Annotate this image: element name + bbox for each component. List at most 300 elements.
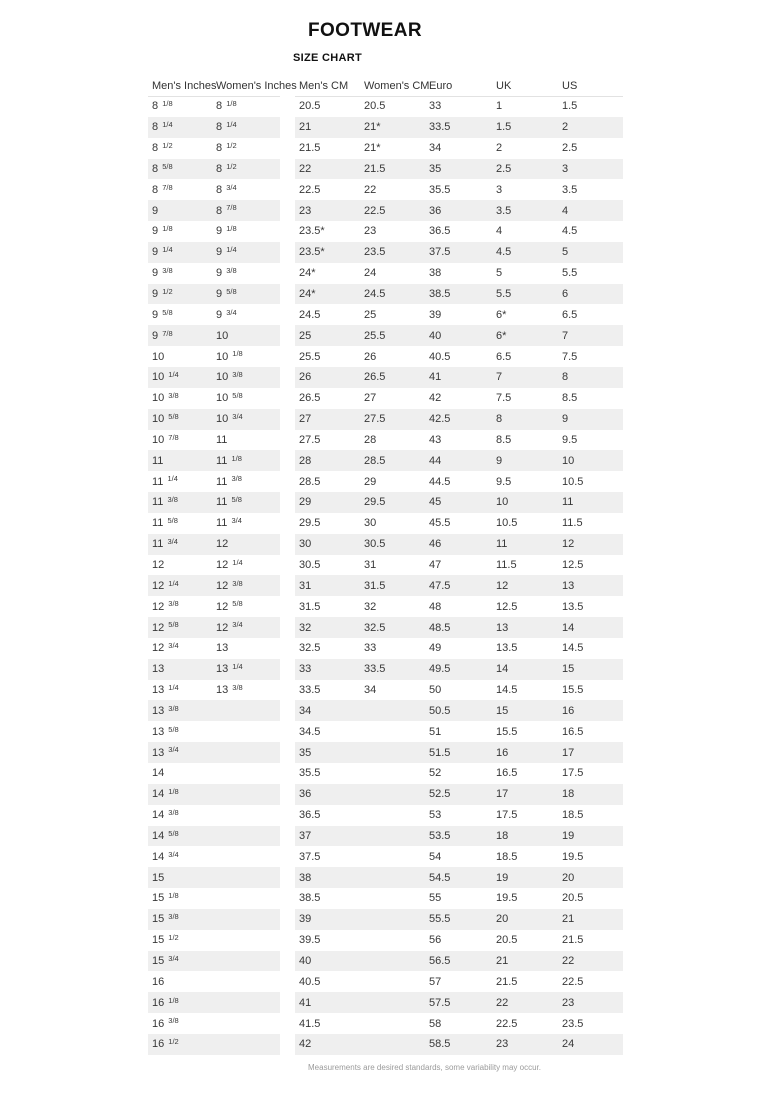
sizes-column-group: [295, 909, 623, 930]
table-row: [148, 638, 623, 659]
sizes-column-group: [295, 700, 623, 721]
table-cell: 9 $^{1/2}$: [152, 286, 173, 301]
fraction: 1/8: [226, 224, 237, 234]
table-cell: 13: [216, 642, 229, 655]
fraction: 3/4: [231, 516, 242, 526]
table-cell: 24: [364, 267, 377, 280]
table-row: [148, 763, 623, 784]
table-cell: 22: [562, 955, 575, 968]
table-cell: 29.5: [364, 496, 386, 509]
table-row: [148, 492, 623, 513]
table-cell: 25.5: [299, 350, 321, 363]
inches-column-group: [148, 138, 280, 159]
fraction: 5/8: [232, 391, 243, 401]
column-gap: [280, 930, 295, 951]
table-cell: 2.5: [562, 142, 578, 155]
table-row: [148, 721, 623, 742]
table-cell: 33: [299, 663, 312, 676]
column-gap: [280, 888, 295, 909]
fraction: 5/8: [232, 599, 243, 609]
inches-column-group: [148, 325, 280, 346]
table-cell: 36.5: [429, 225, 451, 238]
sizes-column-group: [295, 826, 623, 847]
table-cell: 12: [216, 538, 229, 551]
column-header: Men's CM: [299, 80, 349, 92]
table-cell: 42: [299, 1038, 312, 1051]
column-gap: [280, 846, 295, 867]
section-title: SIZE CHART: [293, 52, 362, 64]
table-cell: 15: [496, 704, 509, 717]
table-row: [148, 138, 623, 159]
column-header: Women's Inches: [216, 80, 297, 92]
table-cell: 35: [299, 746, 312, 759]
table-row: [148, 471, 623, 492]
fraction: 5/8: [168, 620, 179, 630]
table-cell: 9.5: [562, 433, 578, 446]
table-cell: 29: [299, 496, 312, 509]
fraction: 3/8: [168, 391, 179, 401]
table-cell: 11 $^{1/8}$: [216, 453, 242, 467]
table-cell: 12 $^{5/8}$: [216, 599, 243, 613]
fraction: 1/8: [168, 891, 179, 901]
sizes-column-group: [295, 534, 623, 555]
table-cell: 39.5: [299, 934, 321, 947]
table-cell: 44.5: [429, 475, 451, 488]
table-cell: 55: [429, 892, 442, 905]
table-cell: 18: [496, 829, 509, 842]
table-cell: 26.5: [299, 392, 321, 405]
table-cell: 58: [429, 1017, 442, 1030]
inches-column-group: [148, 513, 280, 534]
sizes-column-group: [295, 284, 623, 305]
column-gap: [280, 138, 295, 159]
table-cell: 17: [562, 746, 575, 759]
table-cell: 21.5: [496, 975, 518, 988]
fraction: 7/8: [162, 182, 173, 192]
inches-column-group: [148, 930, 280, 951]
table-row: [148, 617, 623, 638]
inches-column-group: [148, 200, 280, 221]
table-cell: 37.5: [299, 850, 321, 863]
table-cell: 10 $^{3/4}$: [216, 411, 243, 426]
column-gap: [280, 409, 295, 430]
fraction: 1/4: [232, 662, 243, 672]
table-cell: 34: [364, 684, 377, 697]
inches-column-group: [148, 659, 280, 680]
fraction: 7/8: [162, 328, 173, 338]
table-cell: 7: [496, 371, 503, 384]
table-cell: 57.5: [429, 996, 451, 1009]
sizes-column-group: [295, 304, 623, 325]
column-gap: [280, 742, 295, 763]
table-cell: 29.5: [299, 517, 321, 530]
table-cell: 1.5: [562, 100, 578, 113]
table-cell: 4.5: [496, 246, 512, 259]
sizes-column-group: [295, 76, 623, 97]
table-cell: 9 $^{1/8}$: [152, 224, 173, 238]
table-cell: 28: [299, 454, 312, 467]
table-cell: 33: [429, 100, 442, 113]
fraction: 1/4: [168, 682, 179, 692]
sizes-column-group: [295, 575, 623, 596]
fraction: 3/8: [168, 807, 179, 817]
table-cell: 24.5: [364, 288, 386, 301]
inches-column-group: [148, 284, 280, 305]
sizes-column-group: [295, 430, 623, 451]
table-cell: 33.5: [299, 684, 321, 697]
table-cell: 9: [562, 413, 569, 426]
table-cell: 12 $^{3/4}$: [152, 641, 179, 655]
table-cell: 11: [216, 433, 228, 446]
table-cell: 8 $^{1/8}$: [216, 99, 237, 113]
column-gap: [280, 346, 295, 367]
table-cell: 26: [299, 371, 312, 384]
table-cell: 20: [496, 913, 509, 926]
table-cell: 8 $^{1/2}$: [216, 161, 237, 175]
sizes-column-group: [295, 138, 623, 159]
table-cell: 4.5: [562, 225, 578, 238]
table-row: [148, 700, 623, 721]
table-cell: 40.5: [429, 350, 451, 363]
table-cell: 12 $^{5/8}$: [152, 620, 179, 634]
fraction: 5/8: [162, 161, 173, 171]
fraction: 3/8: [162, 265, 173, 275]
table-cell: 37: [299, 829, 312, 842]
table-cell: 22: [364, 183, 377, 196]
table-row: [148, 388, 623, 409]
table-cell: 47.5: [429, 579, 451, 592]
table-cell: 32.5: [299, 642, 321, 655]
table-cell: 55.5: [429, 913, 451, 926]
sizes-column-group: [295, 638, 623, 659]
table-cell: 11: [152, 454, 164, 467]
table-row: [148, 534, 623, 555]
table-cell: 30: [299, 538, 312, 551]
inches-column-group: [148, 409, 280, 430]
table-row: [148, 909, 623, 930]
column-gap: [280, 700, 295, 721]
inches-column-group: [148, 367, 280, 388]
table-cell: 6*: [496, 308, 507, 321]
measurements-footnote: Measurements are desired standards, some variability may occur.: [308, 1063, 541, 1072]
table-cell: 13: [496, 621, 509, 634]
table-cell: 10: [216, 329, 229, 342]
table-cell: 10 $^{3/8}$: [216, 370, 243, 384]
sizes-column-group: [295, 971, 623, 992]
table-cell: 8 $^{3/4}$: [216, 182, 237, 196]
column-gap: [280, 826, 295, 847]
fraction: 1/8: [162, 99, 173, 109]
table-cell: 18.5: [562, 809, 584, 822]
table-cell: 8 $^{1/8}$: [152, 99, 173, 113]
column-gap: [280, 179, 295, 200]
table-cell: 33: [364, 642, 377, 655]
table-cell: 4: [496, 225, 503, 238]
sizes-column-group: [295, 805, 623, 826]
fraction: 1/4: [168, 370, 179, 380]
table-cell: 49: [429, 642, 442, 655]
table-cell: 44: [429, 454, 442, 467]
table-cell: 23: [496, 1038, 509, 1051]
column-gap: [280, 971, 295, 992]
table-cell: 6*: [496, 329, 507, 342]
table-cell: 37.5: [429, 246, 451, 259]
table-cell: 52: [429, 767, 442, 780]
table-cell: 1: [496, 100, 503, 113]
sizes-column-group: [295, 159, 623, 180]
table-cell: 16 $^{3/8}$: [152, 1016, 179, 1030]
fraction: 7/8: [168, 432, 179, 442]
table-cell: 10.5: [496, 517, 518, 530]
sizes-column-group: [295, 659, 623, 680]
table-cell: 12 $^{1/4}$: [216, 557, 243, 571]
table-cell: 12.5: [562, 558, 584, 571]
fraction: 1/8: [168, 995, 179, 1005]
table-row: [148, 992, 623, 1013]
table-cell: 3: [562, 162, 569, 175]
column-gap: [280, 638, 295, 659]
inches-column-group: [148, 700, 280, 721]
table-cell: 40: [429, 329, 442, 342]
column-gap: [280, 992, 295, 1013]
inches-column-group: [148, 179, 280, 200]
fraction: 1/2: [162, 286, 173, 296]
column-gap: [280, 450, 295, 471]
table-cell: 25: [299, 329, 312, 342]
table-cell: 49.5: [429, 663, 451, 676]
table-cell: 12: [562, 538, 575, 551]
table-row: [148, 200, 623, 221]
table-cell: 54: [429, 850, 442, 863]
table-cell: 15.5: [562, 684, 584, 697]
table-cell: 21: [562, 913, 575, 926]
table-row: [148, 513, 623, 534]
fraction: 3/4: [168, 849, 179, 859]
sizes-column-group: [295, 680, 623, 701]
sizes-column-group: [295, 784, 623, 805]
table-row: [148, 826, 623, 847]
inches-column-group: [148, 242, 280, 263]
column-gap: [280, 784, 295, 805]
table-cell: 11 $^{3/4}$: [152, 536, 178, 551]
table-cell: 9 $^{3/4}$: [216, 307, 237, 321]
table-cell: 27: [364, 392, 377, 405]
table-cell: 6: [562, 288, 569, 301]
table-cell: 8 $^{1/2}$: [216, 140, 237, 155]
table-cell: 42: [429, 392, 442, 405]
table-cell: 12 $^{1/4}$: [152, 578, 179, 592]
fraction: 5/8: [168, 724, 179, 734]
table-cell: 47: [429, 558, 442, 571]
table-row: [148, 242, 623, 263]
inches-column-group: [148, 221, 280, 242]
table-cell: 18: [562, 788, 575, 801]
inches-column-group: [148, 1034, 280, 1055]
fraction: 1/4: [162, 245, 173, 255]
sizes-column-group: [295, 930, 623, 951]
column-header: UK: [496, 80, 512, 92]
table-cell: 14: [496, 663, 509, 676]
column-gap: [280, 513, 295, 534]
inches-column-group: [148, 159, 280, 180]
table-cell: 10: [152, 350, 165, 363]
table-cell: 12.5: [496, 600, 518, 613]
inches-column-group: [148, 575, 280, 596]
table-cell: 39: [429, 308, 442, 321]
table-row: [148, 263, 623, 284]
table-cell: 13 $^{5/8}$: [152, 724, 179, 738]
table-cell: 8 $^{1/4}$: [152, 120, 173, 134]
table-cell: 9 $^{5/8}$: [152, 307, 173, 321]
table-cell: 3: [496, 183, 503, 196]
table-row: [148, 680, 623, 701]
table-cell: 22.5: [299, 183, 321, 196]
table-cell: 7: [562, 329, 569, 342]
column-header: Euro: [429, 80, 453, 92]
table-cell: 32.5: [364, 621, 386, 634]
fraction: 1/2: [226, 161, 237, 171]
table-cell: 39: [299, 913, 312, 926]
table-cell: 19: [496, 871, 509, 884]
table-cell: 4: [562, 204, 569, 217]
table-cell: 33.5: [364, 663, 386, 676]
table-row: [148, 430, 623, 451]
table-cell: 9 $^{3/8}$: [216, 265, 237, 280]
table-cell: 2: [496, 142, 503, 155]
table-cell: 12 $^{3/4}$: [216, 620, 243, 634]
inches-column-group: [148, 76, 297, 97]
table-row: [148, 367, 623, 388]
table-cell: 41: [429, 371, 442, 384]
table-cell: 50.5: [429, 704, 451, 717]
sizes-column-group: [295, 555, 623, 576]
table-cell: 6.5: [496, 350, 512, 363]
table-cell: 10: [496, 496, 509, 509]
page-title: FOOTWEAR: [307, 20, 423, 41]
inches-column-group: [148, 534, 280, 555]
fraction: 3/8: [168, 703, 179, 713]
inches-column-group: [148, 867, 280, 888]
table-row: [148, 325, 623, 346]
fraction: 1/2: [168, 932, 179, 942]
sizes-column-group: [295, 471, 623, 492]
table-row: [148, 221, 623, 242]
table-cell: 3.5: [562, 183, 578, 196]
sizes-column-group: [295, 1013, 623, 1034]
column-gap: [280, 388, 295, 409]
table-cell: 35.5: [429, 183, 451, 196]
table-cell: 15.5: [496, 725, 518, 738]
table-row: [148, 596, 623, 617]
column-gap: [280, 534, 295, 555]
table-cell: 2.5: [496, 162, 512, 175]
table-cell: 34: [299, 704, 312, 717]
table-cell: 15 $^{3/8}$: [152, 912, 179, 926]
sizes-column-group: [295, 888, 623, 909]
inches-column-group: [148, 388, 280, 409]
table-cell: 27.5: [299, 433, 321, 446]
table-cell: 16 $^{1/2}$: [152, 1037, 179, 1051]
fraction: 3/8: [232, 578, 243, 588]
inches-column-group: [148, 638, 280, 659]
table-cell: 20.5: [496, 934, 518, 947]
table-cell: 32: [364, 600, 377, 613]
table-cell: 13.5: [496, 642, 518, 655]
inches-column-group: [148, 992, 280, 1013]
sizes-column-group: [295, 513, 623, 534]
table-cell: 13 $^{3/8}$: [216, 682, 243, 697]
column-gap: [280, 805, 295, 826]
table-row: [148, 659, 623, 680]
table-cell: 15 $^{1/8}$: [152, 891, 179, 905]
table-cell: 19.5: [562, 850, 584, 863]
table-cell: 36.5: [299, 809, 321, 822]
table-cell: 17: [496, 788, 509, 801]
fraction: 1/2: [168, 1037, 179, 1047]
table-cell: 5: [496, 267, 503, 280]
fraction: 5/8: [168, 828, 179, 838]
sizes-column-group: [295, 388, 623, 409]
table-cell: 35.5: [299, 767, 321, 780]
table-cell: 12: [496, 579, 509, 592]
table-cell: 15: [152, 871, 165, 884]
fraction: 1/4: [168, 578, 179, 588]
table-row: [148, 117, 623, 138]
sizes-column-group: [295, 492, 623, 513]
table-row: [148, 888, 623, 909]
column-header: Men's Inches: [152, 80, 217, 92]
table-cell: 38: [429, 267, 442, 280]
table-cell: 23.5*: [299, 225, 325, 238]
column-gap: [280, 596, 295, 617]
table-cell: 9.5: [496, 475, 512, 488]
table-cell: 21*: [364, 121, 381, 134]
table-cell: 8 $^{5/8}$: [152, 161, 173, 175]
fraction: 3/4: [167, 536, 178, 546]
fraction: 1/4: [226, 245, 237, 255]
inches-column-group: [148, 1013, 280, 1034]
table-cell: 25.5: [364, 329, 386, 342]
table-cell: 23: [299, 204, 312, 217]
table-cell: 15 $^{3/4}$: [152, 953, 179, 968]
table-cell: 8 $^{7/8}$: [216, 203, 237, 217]
fraction: 3/4: [232, 411, 243, 421]
table-cell: 11.5: [496, 558, 517, 571]
inches-column-group: [148, 471, 280, 492]
table-cell: 20.5: [364, 100, 386, 113]
column-gap: [280, 430, 295, 451]
table-cell: 23.5: [562, 1017, 584, 1030]
table-cell: 25: [364, 308, 377, 321]
sizes-column-group: [295, 951, 623, 972]
sizes-column-group: [295, 221, 623, 242]
table-cell: 24*: [299, 288, 316, 301]
table-cell: 22.5: [364, 204, 386, 217]
inches-column-group: [148, 721, 280, 742]
inches-column-group: [148, 450, 280, 471]
fraction: 1/8: [162, 224, 173, 234]
sizes-column-group: [295, 450, 623, 471]
column-gap: [280, 221, 295, 242]
table-cell: 10 $^{1/4}$: [152, 370, 179, 384]
sizes-column-group: [295, 179, 623, 200]
inches-column-group: [148, 304, 280, 325]
table-cell: 3.5: [496, 204, 512, 217]
table-cell: 38.5: [429, 288, 451, 301]
table-cell: 16: [152, 975, 165, 988]
table-cell: 11 $^{3/8}$: [152, 495, 178, 509]
table-cell: 24: [562, 1038, 575, 1051]
